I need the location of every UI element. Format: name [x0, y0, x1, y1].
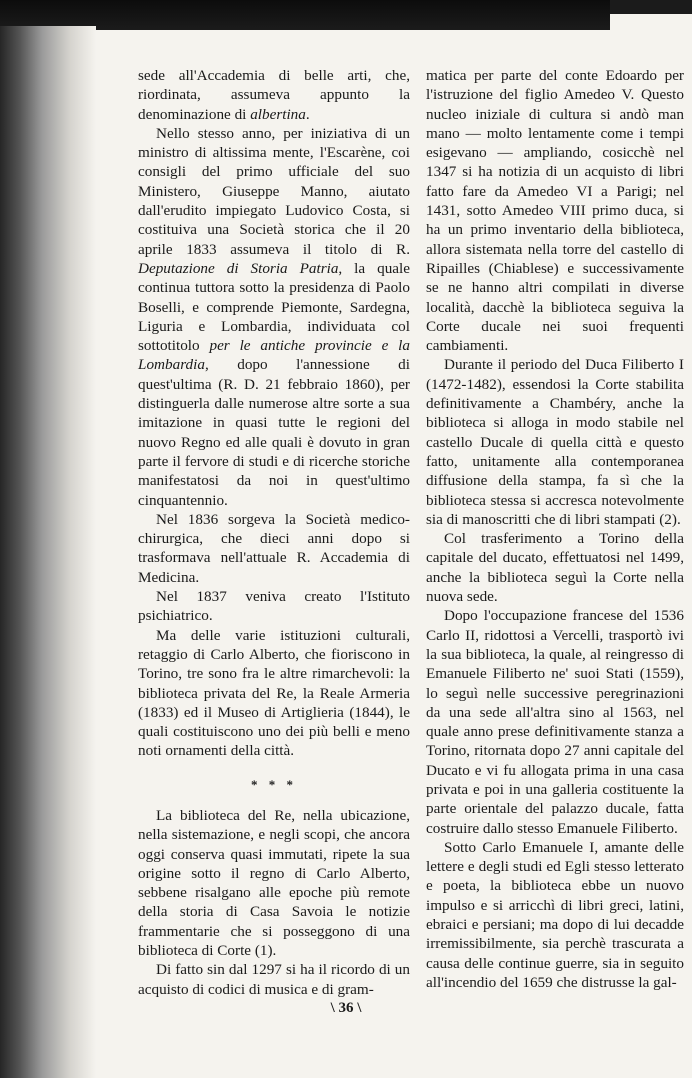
italic-text: Deputazione di Storia Patria	[138, 259, 339, 277]
page-number: \ 36 \	[330, 1000, 362, 1016]
paragraph: Ma delle varie istituzioni culturali, retaggio di Carlo Alberto, che fioriscono in Torino, tre sono fra le altre rimarchevoli: la biblioteca privata del Re, la Reale Armeria (1833) ed il Museo di Artiglieria (1844), le quali costituiscono uno dei più belli e meno noti ornamenti della città.	[138, 626, 410, 760]
paragraph: Nel 1836 sorgeva la Società medico-chirurgica, che dieci anni dopo si trasformava nell'attuale R. Accademia di Medicina.	[138, 510, 410, 586]
paragraph: La biblioteca del Re, nella ubicazione, nella sistemazione, e negli scopi, che ancora oggi conserva quasi immutati, ripete la sua origine sotto il regno di Carlo Alberto, sebbene risalgano alle epoche più remote della storia di Casa Savoia le notizie frammentarie che si posseggono di una biblioteca di Corte (1).	[138, 806, 410, 960]
italic-text: albertina	[250, 105, 306, 123]
text-run: .	[305, 105, 310, 123]
italic-text: per le antiche provincie e la Lombardia	[138, 337, 410, 374]
paragraph	[138, 124, 410, 510]
left-column	[138, 66, 410, 999]
text-run: , la quale continua tuttora sotto la presidenza di Paolo Boselli, e comprende Piemonte, Sardegna, Liguria e Lombardia, individuata col sottotitolo	[138, 259, 410, 355]
paragraph: Col trasferimento a Torino della capitale del ducato, effettuatosi nel 1499, anche la biblioteca seguì la Corte nella nuova sede.	[426, 530, 684, 606]
paragraph: Dopo l'occupazione francese del 1536 Carlo II, ridottosi a Vercelli, trasportò ivi la sua biblioteca, la quale, al reingresso di Emanuele Filiberto ne' suoi Stati (1559), lo seguì nelle successive peregrinazioni da una sede all'altra sino al 1563, nel quale anno prese definitivamente stanza a Torino, ritornata dopo 27 anni capitale del Ducato e vi fu allogata prima in una casa privata e poi in una galleria costituente la parte orientale del palazzo ducale, fatta costruire dallo stesso Emanuele Filiberto.	[426, 607, 684, 837]
paragraph: Durante il periodo del Duca Filiberto I (1472-1482), essendosi la Corte stabilita definitivamente a Chambéry, anche la biblioteca si alloga in modo stabile nel castello Ducale di quella città e questo fatto, unitamente alla contemporanea diffusione della stampa, fa sì che la biblioteca stessa si accresca notevolmente sia di manoscritti che di libri stampati (2).	[426, 356, 684, 528]
right-column	[426, 66, 684, 992]
paragraph	[138, 66, 410, 124]
text-run: sede all'Accademia di belle arti, che, riordinata, assumeva appunto la denominazione di	[138, 67, 410, 123]
section-separator: * * *	[251, 776, 297, 792]
paragraph: Nel 1837 veniva creato l'Istituto psichiatrico.	[138, 588, 410, 625]
paragraph: matica per parte del conte Edoardo per l'istruzione del figlio Amedeo V. Questo nucleo iniziale di cultura si andò man mano — molto lentamente come i tempi esigevano — ampliando, cosicchè nel 1347 si ha notizia di un acquisto di libri fatto fare da Amedeo VI a Parigi; nel 1431, sotto Amedeo VIII primo duca, si ha un primo inventario della biblioteca, allora sistemata nella torre del castello di Ripailles (Chiablese) e successivamente se ne hanno altri compilati in diverse località, dacchè la biblioteca seguiva la Corte ducale nei suoi frequenti cambiamenti.	[426, 67, 684, 355]
paragraph: Sotto Carlo Emanuele I, amante delle lettere e degli studi ed Egli stesso letterato e poeta, la biblioteca ebbe un nuovo impulso e si arricchì di libri greci, latini, ebraici e persiani; ma dopo di lui decadde irremissibilmente, sia perchè trascurata a causa delle continue guerre, sia in seguito all'incendio del 1659 che distrusse la gal-	[426, 838, 684, 991]
text-run: , dopo l'annessione di quest'ultima (R. D. 21 febbraio 1860), per distinguerla dalle numerose altre sorte a sua imitazione in quasi tutte le regioni del nuovo Regno ed alle quali è dovuto in gran parte il fervore di studi e di ricerche storiche manifestatosi da noi in quest'ultimo cinquantennio.	[138, 356, 410, 509]
text-run: Nello stesso anno, per iniziativa di un ministro di altissima mente, l'Escarène, coi consigli del primo ufficiale del suo Ministero, Giuseppe Manno, aiutato dall'erudito impiegato Ludovico Costa, si costituiva una Società storica che il 20 aprile 1833 assumeva il titolo di R.	[138, 124, 410, 258]
paragraph: Di fatto sin dal 1297 si ha il ricordo di un acquisto di codici di musica e di gram-	[138, 961, 410, 998]
